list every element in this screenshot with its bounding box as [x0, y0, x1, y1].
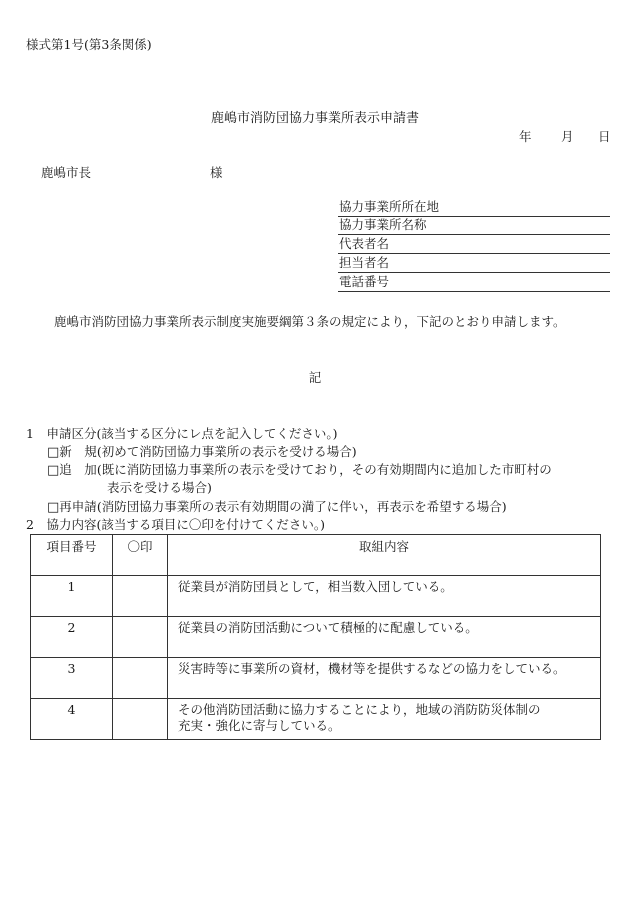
applicant-phone-field[interactable] — [338, 275, 610, 292]
date-year-label: 年 — [519, 129, 532, 144]
checkbox-reapply[interactable]: □ — [47, 500, 60, 515]
applicant-company-name-label: 協力事業所名称 — [339, 217, 427, 233]
option-add — [47, 462, 552, 479]
section1-heading: 1 申請区分(該当する区分にレ点を記入してください。) — [26, 426, 338, 441]
addressee — [0, 165, 630, 181]
option-add-desc-line2: 表示を受ける場合) — [107, 480, 212, 495]
row-mark-cell[interactable] — [113, 699, 168, 740]
row-content-text: 従業員が消防団員として，相当数入団している。 — [178, 579, 453, 594]
section2-heading: 2 協力内容(該当する項目に〇印を付けてください。) — [26, 517, 325, 532]
checkbox-add[interactable]: □ — [47, 463, 60, 478]
form-number: 様式第1号(第3条関係) — [26, 37, 152, 52]
table-row — [31, 699, 601, 740]
row-content — [168, 617, 601, 658]
document-title: 鹿嶋市消防団協力事業所表示申請書 — [210, 111, 419, 126]
row-content-text: 災害時等に事業所の資材，機材等を提供するなどの協力をしている。 — [178, 661, 566, 676]
date-month-label: 月 — [561, 129, 574, 144]
row-mark-cell[interactable] — [113, 658, 168, 699]
application-statement: 鹿嶋市消防団協力事業所表示制度実施要綱第３条の規定により，下記のとおり申請します。 — [54, 314, 566, 329]
table-row — [31, 576, 601, 617]
option-new — [47, 444, 357, 461]
applicant-contact-person-field[interactable] — [338, 256, 610, 273]
row-content — [168, 699, 601, 740]
date-line — [0, 129, 630, 145]
cooperation-table — [30, 534, 601, 740]
row-item-number: 3 — [31, 658, 113, 699]
row-content-text: 従業員の消防団活動について積極的に配慮している。 — [178, 620, 478, 635]
addressee-name: 鹿嶋市長 — [41, 165, 92, 180]
addressee-honorific: 様 — [210, 165, 223, 180]
column-header-mark: 〇印 — [113, 535, 168, 576]
date-day-label: 日 — [598, 129, 611, 144]
applicant-representative-field[interactable] — [338, 237, 610, 254]
row-item-number: 1 — [31, 576, 113, 617]
row-content-text-line2: 充実・強化に寄与している。 — [178, 717, 341, 733]
table-row — [31, 658, 601, 699]
column-header-item-number: 項目番号 — [31, 535, 113, 576]
row-mark-cell[interactable] — [113, 617, 168, 658]
applicant-company-name-field[interactable] — [338, 218, 610, 235]
checkbox-new[interactable]: □ — [47, 445, 60, 460]
option-add-desc: (既に消防団協力事業所の表示を受けており，その有効期間内に追加した市町村の — [96, 462, 552, 477]
applicant-phone-label: 電話番号 — [339, 274, 390, 290]
row-content — [168, 658, 601, 699]
row-item-number: 4 — [31, 699, 113, 740]
option-add-label: 追 加 — [59, 462, 97, 477]
option-reapply-label: 再申請 — [59, 499, 97, 514]
row-mark-cell[interactable] — [113, 576, 168, 617]
applicant-block — [338, 200, 610, 295]
applicant-address-label: 協力事業所所在地 — [339, 199, 440, 215]
option-new-desc: (初めて消防団協力事業所の表示を受ける場合) — [96, 444, 357, 459]
row-item-number: 2 — [31, 617, 113, 658]
ki-heading: 記 — [308, 370, 322, 385]
table-header-row — [31, 535, 601, 576]
table-row — [31, 617, 601, 658]
row-content-text: その他消防団活動に協力することにより，地域の消防防災体制の — [178, 702, 541, 717]
option-reapply — [47, 499, 507, 516]
applicant-address-field[interactable] — [338, 200, 610, 217]
option-reapply-desc: (消防団協力事業所の表示有効期間の満了に伴い，再表示を希望する場合) — [96, 499, 507, 514]
option-new-label: 新 規 — [59, 444, 97, 459]
column-header-content: 取組内容 — [168, 535, 601, 576]
applicant-representative-label: 代表者名 — [339, 236, 390, 252]
row-content — [168, 576, 601, 617]
applicant-contact-person-label: 担当者名 — [339, 255, 390, 271]
